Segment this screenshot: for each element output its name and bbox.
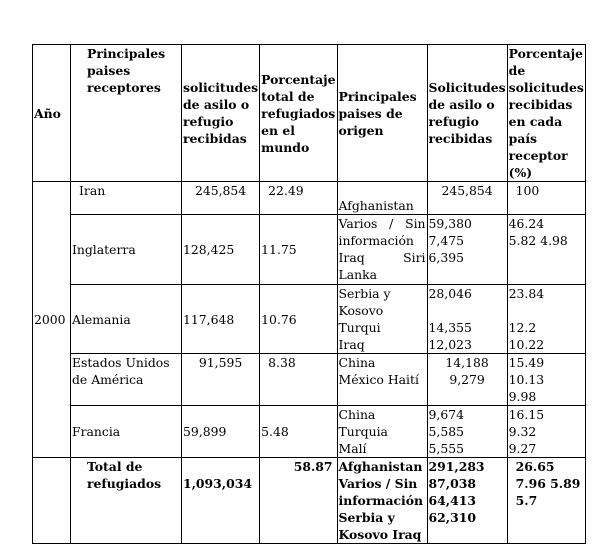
origins-cell: China México Haití xyxy=(337,354,427,406)
table-row xyxy=(33,406,586,458)
header-pct-world: Porcentaje total de refugiados en el mundo xyxy=(260,45,337,182)
total-origins: Afghanistan Varios / Sin información Serbia y Kosovo Iraq xyxy=(337,458,427,544)
pct2-cell: 100 xyxy=(507,182,585,215)
applications-cell: 245,854 xyxy=(182,182,260,215)
pct2-cell: 15.49 10.13 9.98 xyxy=(507,354,585,406)
total-applications2: 291,283 87,038 64,413 62,310 xyxy=(427,458,507,544)
applications-cell: 128,425 xyxy=(182,215,260,285)
origins-cell: Afghanistan xyxy=(337,182,427,215)
pct2-cell: 46.24 5.82 4.98 xyxy=(507,215,585,285)
country-cell: Alemania xyxy=(71,285,182,354)
applications2-cell: 59,380 7,475 6,395 xyxy=(427,215,507,285)
pct2-cell: 23.84 12.2 10.22 xyxy=(507,285,585,354)
total-applications: 1,093,034 xyxy=(182,458,260,544)
refugee-table xyxy=(32,44,586,544)
pct-cell: 11.75 xyxy=(260,215,337,285)
total-row xyxy=(33,458,586,544)
applications2-cell: 14,188 9,279 xyxy=(427,354,507,406)
table-row xyxy=(33,182,586,215)
pct2-cell: 16.15 9.32 9.27 xyxy=(507,406,585,458)
total-pct: 58.87 xyxy=(260,458,337,544)
applications2-cell: 9,674 5,585 5,555 xyxy=(427,406,507,458)
total-pct2: 26.65 7.96 5.89 5.7 xyxy=(507,458,585,544)
header-applications: solicitudes de asilo o refugio recibidas xyxy=(182,45,260,182)
country-cell: Francia xyxy=(71,406,182,458)
table-row xyxy=(33,285,586,354)
pct-cell: 10.76 xyxy=(260,285,337,354)
header-row xyxy=(33,45,586,182)
applications-cell: 59,899 xyxy=(182,406,260,458)
header-receivers: Principales paises receptores xyxy=(71,45,182,182)
header-year: Año xyxy=(33,45,71,182)
header-applications2: Solicitudes de asilo o refugio recibidas xyxy=(427,45,507,182)
header-pct-country: Porcentaje de solicitudes recibidas en cada país receptor (%) xyxy=(508,46,584,180)
pct-cell: 22.49 xyxy=(260,182,337,215)
pct-cell: 8.38 xyxy=(260,354,337,406)
total-label: Total de refugiados xyxy=(71,458,182,544)
table-row xyxy=(33,215,586,285)
pct-cell: 5.48 xyxy=(260,406,337,458)
applications-cell: 117,648 xyxy=(182,285,260,354)
country-cell: Estados Unidos de América xyxy=(71,354,182,406)
applications2-cell: 245,854 xyxy=(427,182,507,215)
origins-cell: Serbia y Kosovo Turqui Iraq xyxy=(337,285,427,354)
applications2-cell: 28,046 14,355 12,023 xyxy=(427,285,507,354)
table-row xyxy=(33,354,586,406)
country-cell: Iran xyxy=(71,182,182,215)
total-year-cell xyxy=(33,458,71,544)
year-cell: 2000 xyxy=(33,182,71,458)
country-cell: Inglaterra xyxy=(71,215,182,285)
origins-cell: Varios / Sin información Iraq Siri Lanka xyxy=(337,215,427,285)
origins-cell: China Turquia Malí xyxy=(337,406,427,458)
applications-cell: 91,595 xyxy=(182,354,260,406)
header-origins: Principales paises de origen xyxy=(337,45,427,182)
